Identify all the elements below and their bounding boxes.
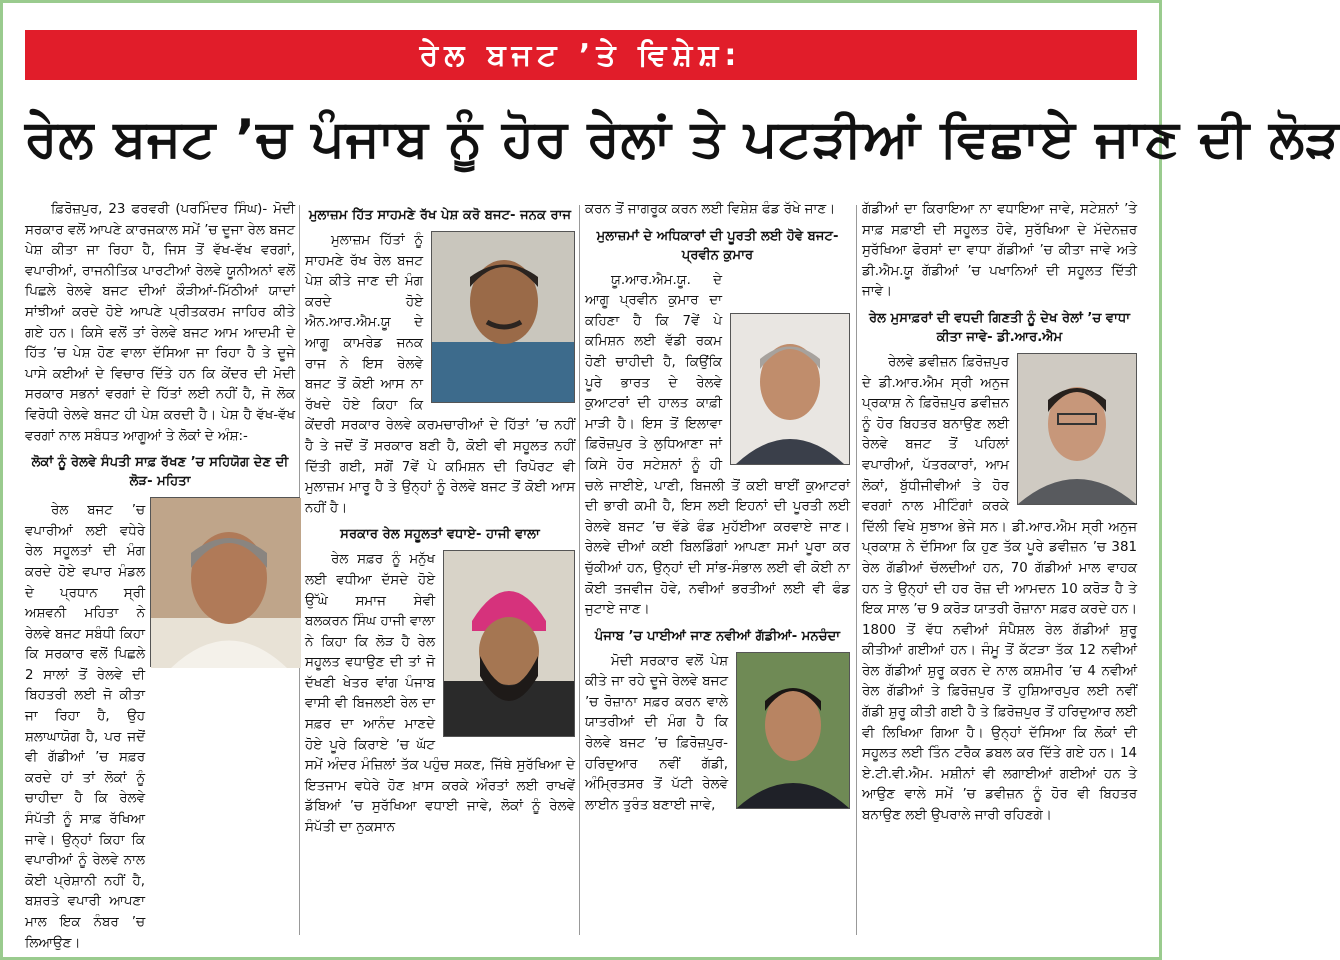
subheading-parveen-kumar: ਮੁਲਾਜ਼ਮਾਂ ਦੇ ਅਧਿਕਾਰਾਂ ਦੀ ਪੂਰਤੀ ਲਈ ਹੋਵੇ ਬਜਟ-ਪ੍ਰਵੀਨ ਕੁਮਾਰ [596, 228, 839, 263]
headline: ਰੇਲ ਬਜਟ ’ਚ ਪੰਜਾਬ ਨੂੰ ਹੋਰ ਰੇਲਾਂ ਤੇ ਪਟੜੀਆਂ ਵਿਛਾਏ ਜਾਣ ਦੀ ਲੋੜ [25, 109, 1340, 169]
continued-paragraph: ਕਰਨ ਤੋਂ ਜਾਗਰੂਕ ਕਰਨ ਲਈ ਵਿਸ਼ੇਸ਼ ਫੰਡ ਰੱਖੇ ਜਾਣ। [585, 202, 836, 217]
drm-paragraph: ਰੇਲਵੇ ਡਵੀਜ਼ਨ ਫ਼ਿਰੋਜ਼ਪੁਰ ਦੇ ਡੀ.ਆਰ.ਐਮ ਸ੍ਰੀ ਅਨੁਜ ਪ੍ਰਕਾਸ਼ ਨੇ ਫ਼ਿਰੋਜ਼ਪੁਰ ਡਵੀਜ਼ਨ ਨੂੰ ਹੋਰ ਬਿਹਤਰ ਬਨਾਉਣ ਲਈ ਰੇਲਵੇ ਬਜਟ ਤੋਂ ਪਹਿਲਾਂ ਵਪਾਰੀਆਂ, ਪੱਤਰਕਾਰਾਂ, ਆਮ ਲੋਕਾਂ, ਬੁੱਧੀਜੀਵੀਆਂ ਤੇ ਹੋਰ ਵਰਗਾਂ ਨਾਲ ਮੀਟਿੰਗਾਂ ਕਰਕੇ ਦਿੱਲੀ ਵਿਖੇ ਸੁਝਾਅ ਭੇਜੇ ਸਨ। ਡੀ.ਆਰ.ਐਮ ਸ੍ਰੀ ਅਨੁਜ ਪ੍ਰਕਾਸ਼ ਨੇ ਦੱਸਿਆ ਕਿ ਹੁਣ ਤੱਕ ਪੂਰੇ ਡਵੀਜ਼ਨ ’ਚ 381 ਰੇਲ ਗੱਡੀਆਂ ਚੱਲਦੀਆਂ ਹਨ, 70 ਗੱਡੀਆਂ ਮਾਲ ਵਾਹਕ ਹਨ ਤੇ ਉਨ੍ਹਾਂ ਦੀ ਹਰ ਰੋਜ਼ ਦੀ ਆਮਦਨ 10 ਕਰੋੜ ਹੈ ਤੇ ਇਕ ਸਾਲ ’ਚ 9 ਕਰੋੜ ਯਾਤਰੀ ਰੋਜ਼ਾਨਾ ਸਫ਼ਰ ਕਰਦੇ ਹਨ। 1800 ਤੋਂ ਵੱਧ ਨਵੀਆਂ ਸੰਪੈਸ਼ਲ ਰੇਲ ਗੱਡੀਆਂ ਸ਼ੁਰੂ ਕੀਤੀਆਂ ਗਈਆਂ ਹਨ। ਜੰਮੂ ਤੋਂ ਕੱਟੜਾ ਤੱਕ 12 ਨਵੀਆਂ ਰੇਲ ਗੱਡੀਆਂ ਸ਼ੁਰੂ ਕਰਨ ਦੇ ਨਾਲ ਕਸ਼ਮੀਰ ’ਚ 4 ਨਵੀਆਂ ਰੇਲ ਗੱਡੀਆਂ ਤੇ ਫ਼ਿਰੋਜ਼ਪੁਰ ਤੋਂ ਹੁਸ਼ਿਆਰਪੁਰ ਲਈ ਨਵੀਂ ਗੱਡੀ ਸ਼ੁਰੂ ਕੀਤੀ ਗਈ ਹੈ ਤੇ ਫ਼ਿਰੋਜ਼ਪੁਰ ਤੋਂ ਹਰਿਦੁਆਰ ਲਈ ਵੀ ਲਿਖਿਆ ਗਿਆ ਹੈ। ਉਨ੍ਹਾਂ ਦੱਸਿਆ ਕਿ ਲੋਕਾਂ ਦੀ ਸਹੂਲਤ ਲਈ ਤਿੰਨ ਟਰੈਕ ਡਬਲ ਕਰ ਦਿੱਤੇ ਗਏ ਹਨ। 14 ਏ.ਟੀ.ਵੀ.ਐਮ. ਮਸ਼ੀਨਾਂ ਵੀ ਲਗਾਈਆਂ ਗਈਆਂ ਹਨ ਤੇ ਆਉਣ ਵਾਲੇ ਸਮੇਂ ’ਚ ਡਵੀਜ਼ਨ ਨੂੰ ਹੋਰ ਵੀ ਬਿਹਤਰ ਬਨਾਉਣ ਲਈ ਉਪਰਾਲੇ ਜਾਰੀ ਰਹਿਣਗੇ। [862, 354, 1137, 824]
subheading-mehta: ਲੋਕਾਂ ਨੂੰ ਰੇਲਵੇ ਸੰਪਤੀ ਸਾਫ਼ ਰੱਖਣ ’ਚ ਸਹਿਯੋਗ ਦੇਣ ਦੀ ਲੋੜ- ਮਹਿਤਾ [31, 455, 289, 490]
photo-parveen-kumar [730, 313, 850, 465]
photo-janak-raj [431, 231, 575, 403]
subheading-manchanda: ਪੰਜਾਬ ’ਚ ਪਾਈਆਂ ਜਾਣ ਨਵੀਆਂ ਗੱਡੀਆਂ- ਮਨਚੰਦਾ [594, 628, 841, 644]
manchanda-paragraph: ਮੋਦੀ ਸਰਕਾਰ ਵਲੋਂ ਪੇਸ਼ ਕੀਤੇ ਜਾ ਰਹੇ ਦੂਜੇ ਰੇਲਵੇ ਬਜਟ ’ਚ ਰੋਜ਼ਾਨਾ ਸਫ਼ਰ ਕਰਨ ਵਾਲੇ ਯਾਤਰੀਆਂ ਦੀ ਮੰਗ ਹੈ ਕਿ ਰੇਲਵੇ ਬਜਟ ’ਚ ਫ਼ਿਰੋਜ਼ਪੁਰ-ਹਰਿਦੁਆਰ ਨਵੀਂ ਗੱਡੀ, ਅੰਮ੍ਰਿਤਸਰ ਤੋਂ ਪੱਟੀ ਰੇਲਵੇ ਲਾਈਨ ਤੁਰੰਤ ਬਣਾਈ ਜਾਵੇ, [585, 653, 728, 813]
section-banner [25, 30, 1137, 80]
article-column-1 [25, 200, 295, 951]
subheading-haji-wala: ਸਰਕਾਰ ਰੇਲ ਸਹੂਲਤਾਂ ਵਧਾਏ- ਹਾਜੀ ਵਾਲਾ [340, 527, 540, 543]
photo-balkaran-singh [443, 550, 575, 737]
subheading-drm: ਰੇਲ ਮੁਸਾਫ਼ਰਾਂ ਦੀ ਵਧਦੀ ਗਿਣਤੀ ਨੂੰ ਦੇਖ ਰੇਲਾਂ ’ਚ ਵਾਧਾ ਕੀਤਾ ਜਾਵੇ- ਡੀ.ਆਰ.ਐਮ [868, 310, 1131, 345]
parveen-kumar-paragraph: ਯੂ.ਆਰ.ਐਮ.ਯੂ. ਦੇ ਆਗੂ ਪ੍ਰਵੀਨ ਕੁਮਾਰ ਦਾ ਕਹਿਣਾ ਹੈ ਕਿ 7ਵੇਂ ਪੇ ਕਮਿਸ਼ਨ ਲਈ ਵੱਡੀ ਰਕਮ ਹੋਣੀ ਚਾਹੀਦੀ ਹੈ, ਕਿਉਂਕਿ ਪੂਰੇ ਭਾਰਤ ਦੇ ਰੇਲਵੇ ਕੁਆਟਰਾਂ ਦੀ ਹਾਲਤ ਕਾਫ਼ੀ ਮਾੜੀ ਹੈ। ਇਸ ਤੋਂ ਇਲਾਵਾ ਫ਼ਿਰੋਜ਼ਪੁਰ ਤੇ ਲੁਧਿਆਣਾ ਜਾਂ ਕਿਸੇ ਹੋਰ ਸਟੇਸ਼ਨਾਂ ਨੂੰ ਹੀ ਚਲੇ ਜਾਈਏ, ਪਾਣੀ, ਬਿਜਲੀ ਤੋਂ ਕਈ ਥਾਈਂ ਕੁਆਟਰਾਂ ਦੀ ਭਾਰੀ ਕਮੀ ਹੈ, ਇਸ ਲਈ ਇਹਨਾਂ ਦੀ ਪੂਰਤੀ ਲਈ ਰੇਲਵੇ ਬਜਟ ’ਚ ਵੱਡੇ ਫੰਡ ਮੁਹੱਈਆ ਕਰਵਾਏ ਜਾਣ। ਰੇਲਵੇ ਦੀਆਂ ਕਈ ਬਿਲਡਿੰਗਾਂ ਆਪਣਾ ਸਮਾਂ ਪੂਰਾ ਕਰ ਚੁੱਕੀਆਂ ਹਨ, ਉਨ੍ਹਾਂ ਦੀ ਸਾਂਭ-ਸੰਭਾਲ ਲਈ ਵੀ ਕੋਈ ਨਾ ਕੋਈ ਤਜਵੀਜ ਹੋਵੇ, ਨਵੀਆਂ ਭਰਤੀਆਂ ਲਈ ਵੀ ਫੰਡ ਜੁਟਾਏ ਜਾਣ। [585, 272, 850, 618]
janak-raj-paragraph: ਮੁਲਾਜ਼ਮ ਹਿੱਤਾਂ ਨੂੰ ਸਾਹਮਣੇ ਰੱਖ ਰੇਲ ਬਜਟ ਪੇਸ਼ ਕੀਤੇ ਜਾਣ ਦੀ ਮੰਗ ਕਰਦੇ ਹੋਏ ਐਨ.ਆਰ.ਐਮ.ਯੂ ਦੇ ਆਗੂ ਕਾਮਰੇਡ ਜਨਕ ਰਾਜ ਨੇ ਇਸ ਰੇਲਵੇ ਬਜਟ ਤੋਂ ਕੋਈ ਆਸ ਨਾ ਰੱਖਦੇ ਹੋਏ ਕਿਹਾ ਕਿ ਕੇਂਦਰੀ ਸਰਕਾਰ ਰੇਲਵੇ ਕਰਮਚਾਰੀਆਂ ਦੇ ਹਿੱਤਾਂ ’ਚ ਨਹੀਂ ਹੈ ਤੇ ਜਦੋਂ ਤੋਂ ਸਰਕਾਰ ਬਣੀ ਹੈ, ਕੋਈ ਵੀ ਸਹੂਲਤ ਨਹੀਂ ਦਿੱਤੀ ਗਈ, ਸਗੋਂ 7ਵੇਂ ਪੇ ਕਮਿਸ਼ਨ ਦੀ ਰਿਪੋਰਟ ਵੀ ਮੁਲਾਜ਼ਮ ਮਾਰੂ ਹੈ ਤੇ ਉਨ੍ਹਾਂ ਨੂੰ ਰੇਲਵੇ ਬਜਟ ਤੋਂ ਕੋਈ ਆਸ ਨਹੀਂ ਹੈ। [305, 233, 575, 516]
article-column-4 [862, 200, 1137, 940]
article-column-3 [585, 200, 850, 940]
photo-ashwani-mehta [150, 497, 300, 667]
banner-title: ਰੇਲ ਬਜਟ ’ਤੇ ਵਿਸ਼ੇਸ਼: [419, 37, 743, 73]
photo-manchanda [736, 652, 850, 809]
article-column-2 [305, 200, 575, 940]
haji-wala-paragraph: ਰੇਲ ਸਫ਼ਰ ਨੂੰ ਮਨੁੱਖ ਲਈ ਵਧੀਆ ਦੱਸਦੇ ਹੋਏ ਉੱਘੇ ਸਮਾਜ ਸੇਵੀ ਬਲਕਰਨ ਸਿੰਘ ਹਾਜੀ ਵਾਲਾ ਨੇ ਕਿਹਾ ਕਿ ਲੋੜ ਹੈ ਰੇਲ ਸਹੂਲਤ ਵਧਾਉਣ ਦੀ ਤਾਂ ਜੋ ਦੱਖਣੀ ਖੇਤਰ ਵਾਂਗ ਪੰਜਾਬ ਵਾਸੀ ਵੀ ਬਿਜਲਈ ਰੇਲ ਦਾ ਸਫ਼ਰ ਦਾ ਆਨੰਦ ਮਾਣਦੇ ਹੋਏ ਪੂਰੇ ਕਿਰਾਏ ’ਚ ਘੱਟ ਸਮੇਂ ਅੰਦਰ ਮੰਜ਼ਿਲਾਂ ਤੱਕ ਪਹੁੰਚ ਸਕਣ, ਜਿੱਥੇ ਸੁਰੱਖਿਆ ਦੇ ਇਤਜਾਮ ਵਧੇਰੇ ਹੋਣ ਖ਼ਾਸ ਕਰਕੇ ਔਰਤਾਂ ਲਈ ਰਾਖਵੇਂ ਡੱਬਿਆਂ ’ਚ ਸੁਰੱਖਿਆ ਵਧਾਈ ਜਾਵੇ, ਲੋਕਾਂ ਨੂੰ ਰੇਲਵੇ ਸੰਪੱਤੀ ਦਾ ਨੁਕਸਾਨ [305, 552, 575, 836]
column-divider [856, 205, 857, 935]
intro-paragraph: ਫ਼ਿਰੋਜ਼ਪੁਰ, 23 ਫਰਵਰੀ (ਪਰਮਿੰਦਰ ਸਿੰਘ)- ਮੋਦੀ ਸਰਕਾਰ ਵਲੋਂ ਆਪਣੇ ਕਾਰਜਕਾਲ ਸਮੇਂ ’ਚ ਦੂਜਾ ਰੇਲ ਬਜਟ ਪੇਸ਼ ਕੀਤਾ ਜਾ ਰਿਹਾ ਹੈ, ਜਿਸ ਤੋਂ ਵੱਖ-ਵੱਖ ਵਰਗਾਂ, ਵਪਾਰੀਆਂ, ਰਾਜਨੀਤਿਕ ਪਾਰਟੀਆਂ ਰੇਲਵੇ ਯੂਨੀਅਨਾਂ ਵਲੋਂ ਪਿਛਲੇ ਰੇਲਵੇ ਬਜਟ ਦੀਆਂ ਕੌੜੀਆਂ-ਮਿੱਠੀਆਂ ਯਾਦਾਂ ਸਾਂਝੀਆਂ ਕਰਦੇ ਹੋਏ ਆਪਣੇ ਪ੍ਰੀਤਕਰਮ ਜਾਹਿਰ ਕੀਤੇ ਗਏ ਹਨ। ਕਿਸੇ ਵਲੋਂ ਤਾਂ ਰੇਲਵੇ ਬਜਟ ਆਮ ਆਦਮੀ ਦੇ ਹਿੱਤ ’ਚ ਪੇਸ਼ ਹੋਣ ਵਾਲਾ ਦੱਸਿਆ ਜਾ ਰਿਹਾ ਹੈ ਤੇ ਦੂਜੇ ਪਾਸੇ ਕਈਆਂ ਦੇ ਵਿਚਾਰ ਦਿੱਤੇ ਹਨ ਕਿ ਕੇਂਦਰ ਦੀ ਮੋਦੀ ਸਰਕਾਰ ਸਭਨਾਂ ਵਰਗਾਂ ਦੇ ਹਿੱਤਾਂ ਲਈ ਨਹੀਂ ਹੈ, ਜੋ ਲੋਕ ਵਿਰੋਧੀ ਰੇਲਵੇ ਬਜਟ ਹੀ ਪੇਸ਼ ਕਰਦੀ ਹੈ। ਪੇਸ਼ ਹੈ ਵੱਖ-ਵੱਖ ਵਰਗਾਂ ਨਾਲ ਸਬੰਧਤ ਆਗੂਆਂ ਤੇ ਲੋਕਾਂ ਦੇ ਅੰਸ਼:- [25, 202, 295, 444]
column-divider [579, 205, 580, 935]
continued-paragraph: ਗੱਡੀਆਂ ਦਾ ਕਿਰਾਇਆ ਨਾ ਵਧਾਇਆ ਜਾਵੇ, ਸਟੇਸ਼ਨਾਂ ’ਤੇ ਸਾਫ਼ ਸਫ਼ਾਈ ਦੀ ਸਹੂਲਤ ਹੋਵੇ, ਸੁਰੱਖਿਆ ਦੇ ਮੱਦੇਨਜ਼ਰ ਸੁਰੱਖਿਆ ਫੋਰਸਾਂ ਦਾ ਵਾਧਾ ਗੱਡੀਆਂ ’ਚ ਕੀਤਾ ਜਾਵੇ ਅਤੇ ਡੀ.ਐਮ.ਯੂ ਗੱਡੀਆਂ ’ਚ ਪਖਾਨਿਆਂ ਦੀ ਸਹੂਲਤ ਦਿੱਤੀ ਜਾਵੇ। [862, 202, 1137, 300]
photo-anuj-prakash [1017, 353, 1137, 505]
mehta-paragraph: ਰੇਲ ਬਜਟ ’ਚ ਵਪਾਰੀਆਂ ਲਈ ਵਧੇਰੇ ਰੇਲ ਸਹੂਲਤਾਂ ਦੀ ਮੰਗ ਕਰਦੇ ਹੋਏ ਵਪਾਰ ਮੰਡਲ ਦੇ ਪ੍ਰਧਾਨ ਸ੍ਰੀ ਅਸ਼ਵਨੀ ਮਹਿਤਾ ਨੇ ਰੇਲਵੇ ਬਜਟ ਸਬੰਧੀ ਕਿਹਾ ਕਿ ਸਰਕਾਰ ਵਲੋਂ ਪਿਛਲੇ 2 ਸਾਲਾਂ ਤੋਂ ਰੇਲਵੇ ਦੀ ਬਿਹਤਰੀ ਲਈ ਜੋ ਕੀਤਾ ਜਾ ਰਿਹਾ ਹੈ, ਉਹ ਸ਼ਲਾਘਾਯੋਗ ਹੈ, ਪਰ ਜਦੋਂ ਵੀ ਗੱਡੀਆਂ ’ਚ ਸਫ਼ਰ ਕਰਦੇ ਹਾਂ ਤਾਂ ਲੋਕਾਂ ਨੂੰ ਚਾਹੀਦਾ ਹੈ ਕਿ ਰੇਲਵੇ ਸੰਪੱਤੀ ਨੂੰ ਸਾਫ਼ ਰੱਖਿਆ ਜਾਵੇ। ਉਨ੍ਹਾਂ ਕਿਹਾ ਕਿ ਵਪਾਰੀਆਂ ਨੂੰ ਰੇਲਵੇ ਨਾਲ ਕੋਈ ਪ੍ਰੇਸ਼ਾਨੀ ਨਹੀਂ ਹੈ, ਬਸ਼ਰਤੇ ਵਪਾਰੀ ਆਪਣਾ ਮਾਲ ਇਕ ਨੰਬਰ ’ਚ ਲਿਆਉਣ। [25, 503, 145, 951]
subheading-janak-raj: ਮੁਲਾਜ਼ਮ ਹਿੱਤ ਸਾਹਮਣੇ ਰੱਖ ਪੇਸ਼ ਕਰੋ ਬਜਟ- ਜਨਕ ਰਾਜ [308, 208, 572, 223]
